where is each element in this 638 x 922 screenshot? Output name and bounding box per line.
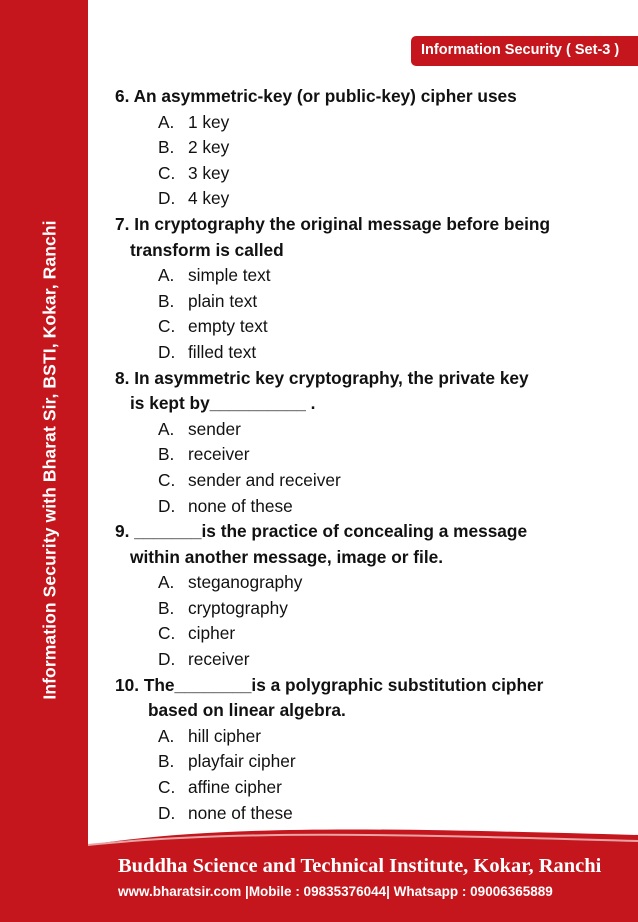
option-9b: B. cryptography <box>158 597 288 618</box>
side-title: Information Security with Bharat Sir, BSTI, Kokar, Ranchi <box>39 220 60 700</box>
header-title: Information Security ( Set-3 ) <box>421 42 620 58</box>
question-6: 6. An asymmetric-key (or public-key) cipher uses <box>115 86 517 106</box>
question-9: 9. _______is the practice of concealing a message <box>115 521 528 542</box>
option-7b: B. plain text <box>158 290 258 311</box>
option-6a: A. 1 key <box>158 111 230 132</box>
option-10b: B. playfair cipher <box>158 751 296 772</box>
question-7: 7. In cryptography the original message before being <box>115 213 551 234</box>
option-8a: A. sender <box>158 418 241 439</box>
option-9d: D. receiver <box>158 649 250 670</box>
option-9a: A. steganography <box>158 572 303 593</box>
option-7a: A. simple text <box>158 265 271 286</box>
question-7-cont: transform is called <box>130 239 284 260</box>
question-list <box>115 84 620 826</box>
header-tab <box>411 36 638 66</box>
option-8b: B. receiver <box>158 444 250 465</box>
footer-contact-info: www.bharatsir.com |Mobile : 09835376044| Whatsapp : 09006365889 <box>118 884 553 899</box>
option-7c: C. empty text <box>158 316 268 337</box>
option-10d: D. none of these <box>158 802 293 823</box>
question-10-cont: based on linear algebra. <box>148 700 346 721</box>
option-8d: D. none of these <box>158 495 293 516</box>
option-6c: C. 3 key <box>158 162 230 183</box>
option-7d: D. filled text <box>158 341 257 362</box>
question-10: 10. The________is a polygraphic substitution cipher <box>115 674 544 695</box>
option-10c: C. affine cipher <box>158 777 282 798</box>
option-9c: C. cipher <box>158 623 236 644</box>
footer <box>88 823 638 922</box>
option-8c: C. sender and receiver <box>158 469 341 490</box>
option-10a: A. hill cipher <box>158 725 261 746</box>
footer-institute-name: Buddha Science and Technical Institute, Kokar, Ranchi <box>118 855 602 877</box>
side-bar <box>0 0 88 922</box>
option-6b: B. 2 key <box>158 137 230 158</box>
option-6d: D. 4 key <box>158 188 230 209</box>
question-8-cont: is kept by__________ . <box>130 393 316 414</box>
question-9-cont: within another message, image or file. <box>130 546 444 567</box>
question-8: 8. In asymmetric key cryptography, the private key <box>115 367 529 388</box>
